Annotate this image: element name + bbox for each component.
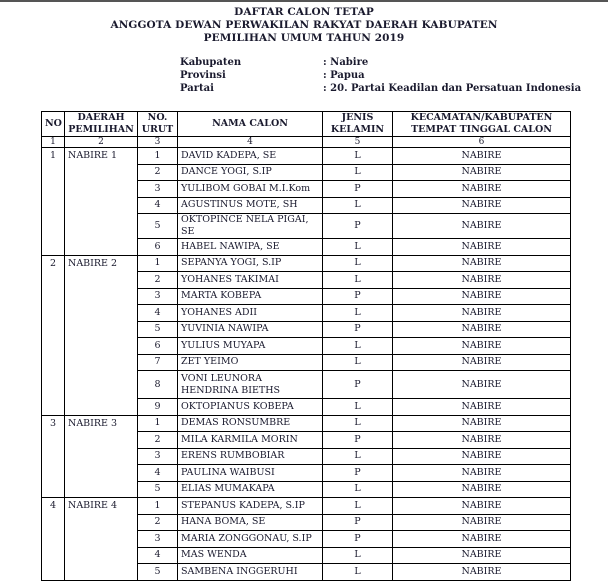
nama-calon: OKTOPINCE NELA PIGAI, SE	[178, 214, 323, 239]
group-number: 1	[42, 148, 65, 256]
tempat-tinggal: NABIRE	[393, 531, 571, 548]
tempat-tinggal: NABIRE	[393, 415, 571, 432]
no-urut: 5	[138, 321, 178, 338]
header-daerah-pemilihan	[65, 112, 138, 137]
tempat-tinggal: NABIRE	[393, 498, 571, 515]
header-text: DAERAH	[77, 112, 125, 123]
no-urut: 1	[138, 415, 178, 432]
tempat-tinggal: NABIRE	[393, 514, 571, 531]
nama-calon: ZET YEIMO	[178, 354, 323, 371]
no-urut: 7	[138, 354, 178, 371]
jenis-kelamin: P	[323, 214, 393, 239]
group-number: 3	[42, 415, 65, 498]
jenis-kelamin: P	[323, 288, 393, 305]
tempat-tinggal: NABIRE	[393, 465, 571, 482]
jenis-kelamin: L	[323, 239, 393, 256]
tempat-tinggal: NABIRE	[393, 448, 571, 465]
group-number: 4	[42, 498, 65, 581]
jenis-kelamin: L	[323, 481, 393, 498]
jenis-kelamin: P	[323, 531, 393, 548]
nama-calon: OKTOPIANUS KOBEPA	[178, 399, 323, 416]
jenis-kelamin: L	[323, 399, 393, 416]
top-border	[0, 0, 608, 2]
header-text: URUT	[141, 124, 174, 135]
no-urut: 2	[138, 272, 178, 289]
nama-calon: YOHANES TAKIMAI	[178, 272, 323, 289]
no-urut: 3	[138, 288, 178, 305]
meta-label: Partai	[180, 83, 214, 94]
column-number: 6	[393, 137, 571, 148]
jenis-kelamin: L	[323, 197, 393, 214]
table-header-row	[42, 112, 571, 137]
jenis-kelamin: L	[323, 338, 393, 355]
no-urut: 1	[138, 498, 178, 515]
no-urut: 2	[138, 432, 178, 449]
daerah-pemilihan: NABIRE 3	[65, 415, 138, 498]
table-row	[42, 148, 571, 165]
nama-calon: DAVID KADEPA, SE	[178, 148, 323, 165]
tempat-tinggal: NABIRE	[393, 547, 571, 564]
tempat-tinggal: NABIRE	[393, 481, 571, 498]
jenis-kelamin: L	[323, 354, 393, 371]
header-no-urut	[138, 112, 178, 137]
column-number: 2	[65, 137, 138, 148]
tempat-tinggal: NABIRE	[393, 354, 571, 371]
tempat-tinggal: NABIRE	[393, 164, 571, 181]
jenis-kelamin: L	[323, 564, 393, 581]
no-urut: 4	[138, 197, 178, 214]
tempat-tinggal: NABIRE	[393, 239, 571, 256]
nama-calon: VONI LEUNORA HENDRINA BIETHS	[178, 371, 323, 399]
nama-calon: MAS WENDA	[178, 547, 323, 564]
nama-calon: DANCE YOGI, S.IP	[178, 164, 323, 181]
column-number: 5	[323, 137, 393, 148]
header-jenis-kelamin	[323, 112, 393, 137]
tempat-tinggal: NABIRE	[393, 371, 571, 399]
jenis-kelamin: L	[323, 164, 393, 181]
jenis-kelamin: L	[323, 148, 393, 165]
no-urut: 6	[138, 338, 178, 355]
no-urut: 1	[138, 148, 178, 165]
table-body	[42, 148, 571, 581]
no-urut: 1	[138, 255, 178, 272]
nama-calon: SAMBENA INGGERUHI	[178, 564, 323, 581]
document-title-line-3: PEMILIHAN UMUM TAHUN 2019	[203, 32, 405, 44]
table-row	[42, 255, 571, 272]
no-urut: 5	[138, 564, 178, 581]
candidate-table	[41, 111, 571, 581]
nama-calon: ERENS RUMBOBIAR	[178, 448, 323, 465]
nama-calon: ELIAS MUMAKAPA	[178, 481, 323, 498]
nama-calon: YOHANES ADII	[178, 305, 323, 322]
tempat-tinggal: NABIRE	[393, 432, 571, 449]
document-title-line-1: DAFTAR CALON TETAP	[234, 6, 374, 18]
daerah-pemilihan: NABIRE 1	[65, 148, 138, 256]
table-row	[42, 498, 571, 515]
tempat-tinggal: NABIRE	[393, 272, 571, 289]
tempat-tinggal: NABIRE	[393, 148, 571, 165]
header-no: NO	[42, 112, 65, 137]
jenis-kelamin: L	[323, 255, 393, 272]
tempat-tinggal: NABIRE	[393, 214, 571, 239]
meta-value: : Papua	[323, 70, 365, 81]
no-urut: 4	[138, 547, 178, 564]
header-text: PEMILIHAN	[68, 124, 134, 135]
tempat-tinggal: NABIRE	[393, 197, 571, 214]
meta-label: Kabupaten	[180, 57, 242, 68]
column-number: 3	[138, 137, 178, 148]
nama-calon: MILA KARMILA MORIN	[178, 432, 323, 449]
jenis-kelamin: L	[323, 547, 393, 564]
jenis-kelamin: L	[323, 448, 393, 465]
jenis-kelamin: L	[323, 415, 393, 432]
tempat-tinggal: NABIRE	[393, 564, 571, 581]
nama-calon: DEMAS RONSUMBRE	[178, 415, 323, 432]
header-tempat-tinggal	[393, 112, 571, 137]
group-number: 2	[42, 255, 65, 415]
jenis-kelamin: P	[323, 181, 393, 198]
tempat-tinggal: NABIRE	[393, 181, 571, 198]
nama-calon: PAULINA WAIBUSI	[178, 465, 323, 482]
jenis-kelamin: P	[323, 514, 393, 531]
tempat-tinggal: NABIRE	[393, 305, 571, 322]
no-urut: 2	[138, 164, 178, 181]
no-urut: 2	[138, 514, 178, 531]
nama-calon: SEPANYA YOGI, S.IP	[178, 255, 323, 272]
no-urut: 4	[138, 305, 178, 322]
no-urut: 4	[138, 465, 178, 482]
no-urut: 3	[138, 448, 178, 465]
tempat-tinggal: NABIRE	[393, 288, 571, 305]
nama-calon: STEPANUS KADEPA, S.IP	[178, 498, 323, 515]
meta-label: Provinsi	[180, 70, 226, 81]
jenis-kelamin: L	[323, 305, 393, 322]
nama-calon: YULIBOM GOBAI M.I.Kom	[178, 181, 323, 198]
no-urut: 8	[138, 371, 178, 399]
header-text: KECAMATAN/KABUPATEN	[410, 112, 553, 123]
tempat-tinggal: NABIRE	[393, 399, 571, 416]
nama-calon: YUVINIA NAWIPA	[178, 321, 323, 338]
jenis-kelamin: L	[323, 498, 393, 515]
no-urut: 5	[138, 214, 178, 239]
column-number: 4	[178, 137, 323, 148]
tempat-tinggal: NABIRE	[393, 338, 571, 355]
jenis-kelamin: L	[323, 272, 393, 289]
jenis-kelamin: P	[323, 432, 393, 449]
no-urut: 9	[138, 399, 178, 416]
nama-calon: HABEL NAWIPA, SE	[178, 239, 323, 256]
daerah-pemilihan: NABIRE 2	[65, 255, 138, 415]
jenis-kelamin: P	[323, 371, 393, 399]
nama-calon: MARTA KOBEPA	[178, 288, 323, 305]
column-number: 1	[42, 137, 65, 148]
nama-calon: AGUSTINUS MOTE, SH	[178, 197, 323, 214]
document-title-line-2: ANGGOTA DEWAN PERWAKILAN RAKYAT DAERAH KABUPATEN	[110, 19, 498, 31]
meta-value: : 20. Partai Keadilan dan Persatuan Indonesia	[323, 83, 582, 94]
column-number-row	[42, 137, 571, 148]
table-row	[42, 415, 571, 432]
tempat-tinggal: NABIRE	[393, 255, 571, 272]
meta-value: : Nabire	[323, 57, 369, 68]
jenis-kelamin: P	[323, 321, 393, 338]
header-text: JENIS	[341, 112, 374, 123]
no-urut: 5	[138, 481, 178, 498]
no-urut: 6	[138, 239, 178, 256]
header-text: TEMPAT TINGGAL CALON	[411, 124, 552, 135]
header-text: KELAMIN	[330, 124, 385, 135]
nama-calon: HANA BOMA, SE	[178, 514, 323, 531]
no-urut: 3	[138, 181, 178, 198]
nama-calon: MARIA ZONGGONAU, S.IP	[178, 531, 323, 548]
daerah-pemilihan: NABIRE 4	[65, 498, 138, 581]
tempat-tinggal: NABIRE	[393, 321, 571, 338]
jenis-kelamin: P	[323, 465, 393, 482]
header-text: NO.	[147, 112, 168, 123]
header-nama-calon: NAMA CALON	[178, 112, 323, 137]
no-urut: 3	[138, 531, 178, 548]
nama-calon: YULIUS MUYAPA	[178, 338, 323, 355]
